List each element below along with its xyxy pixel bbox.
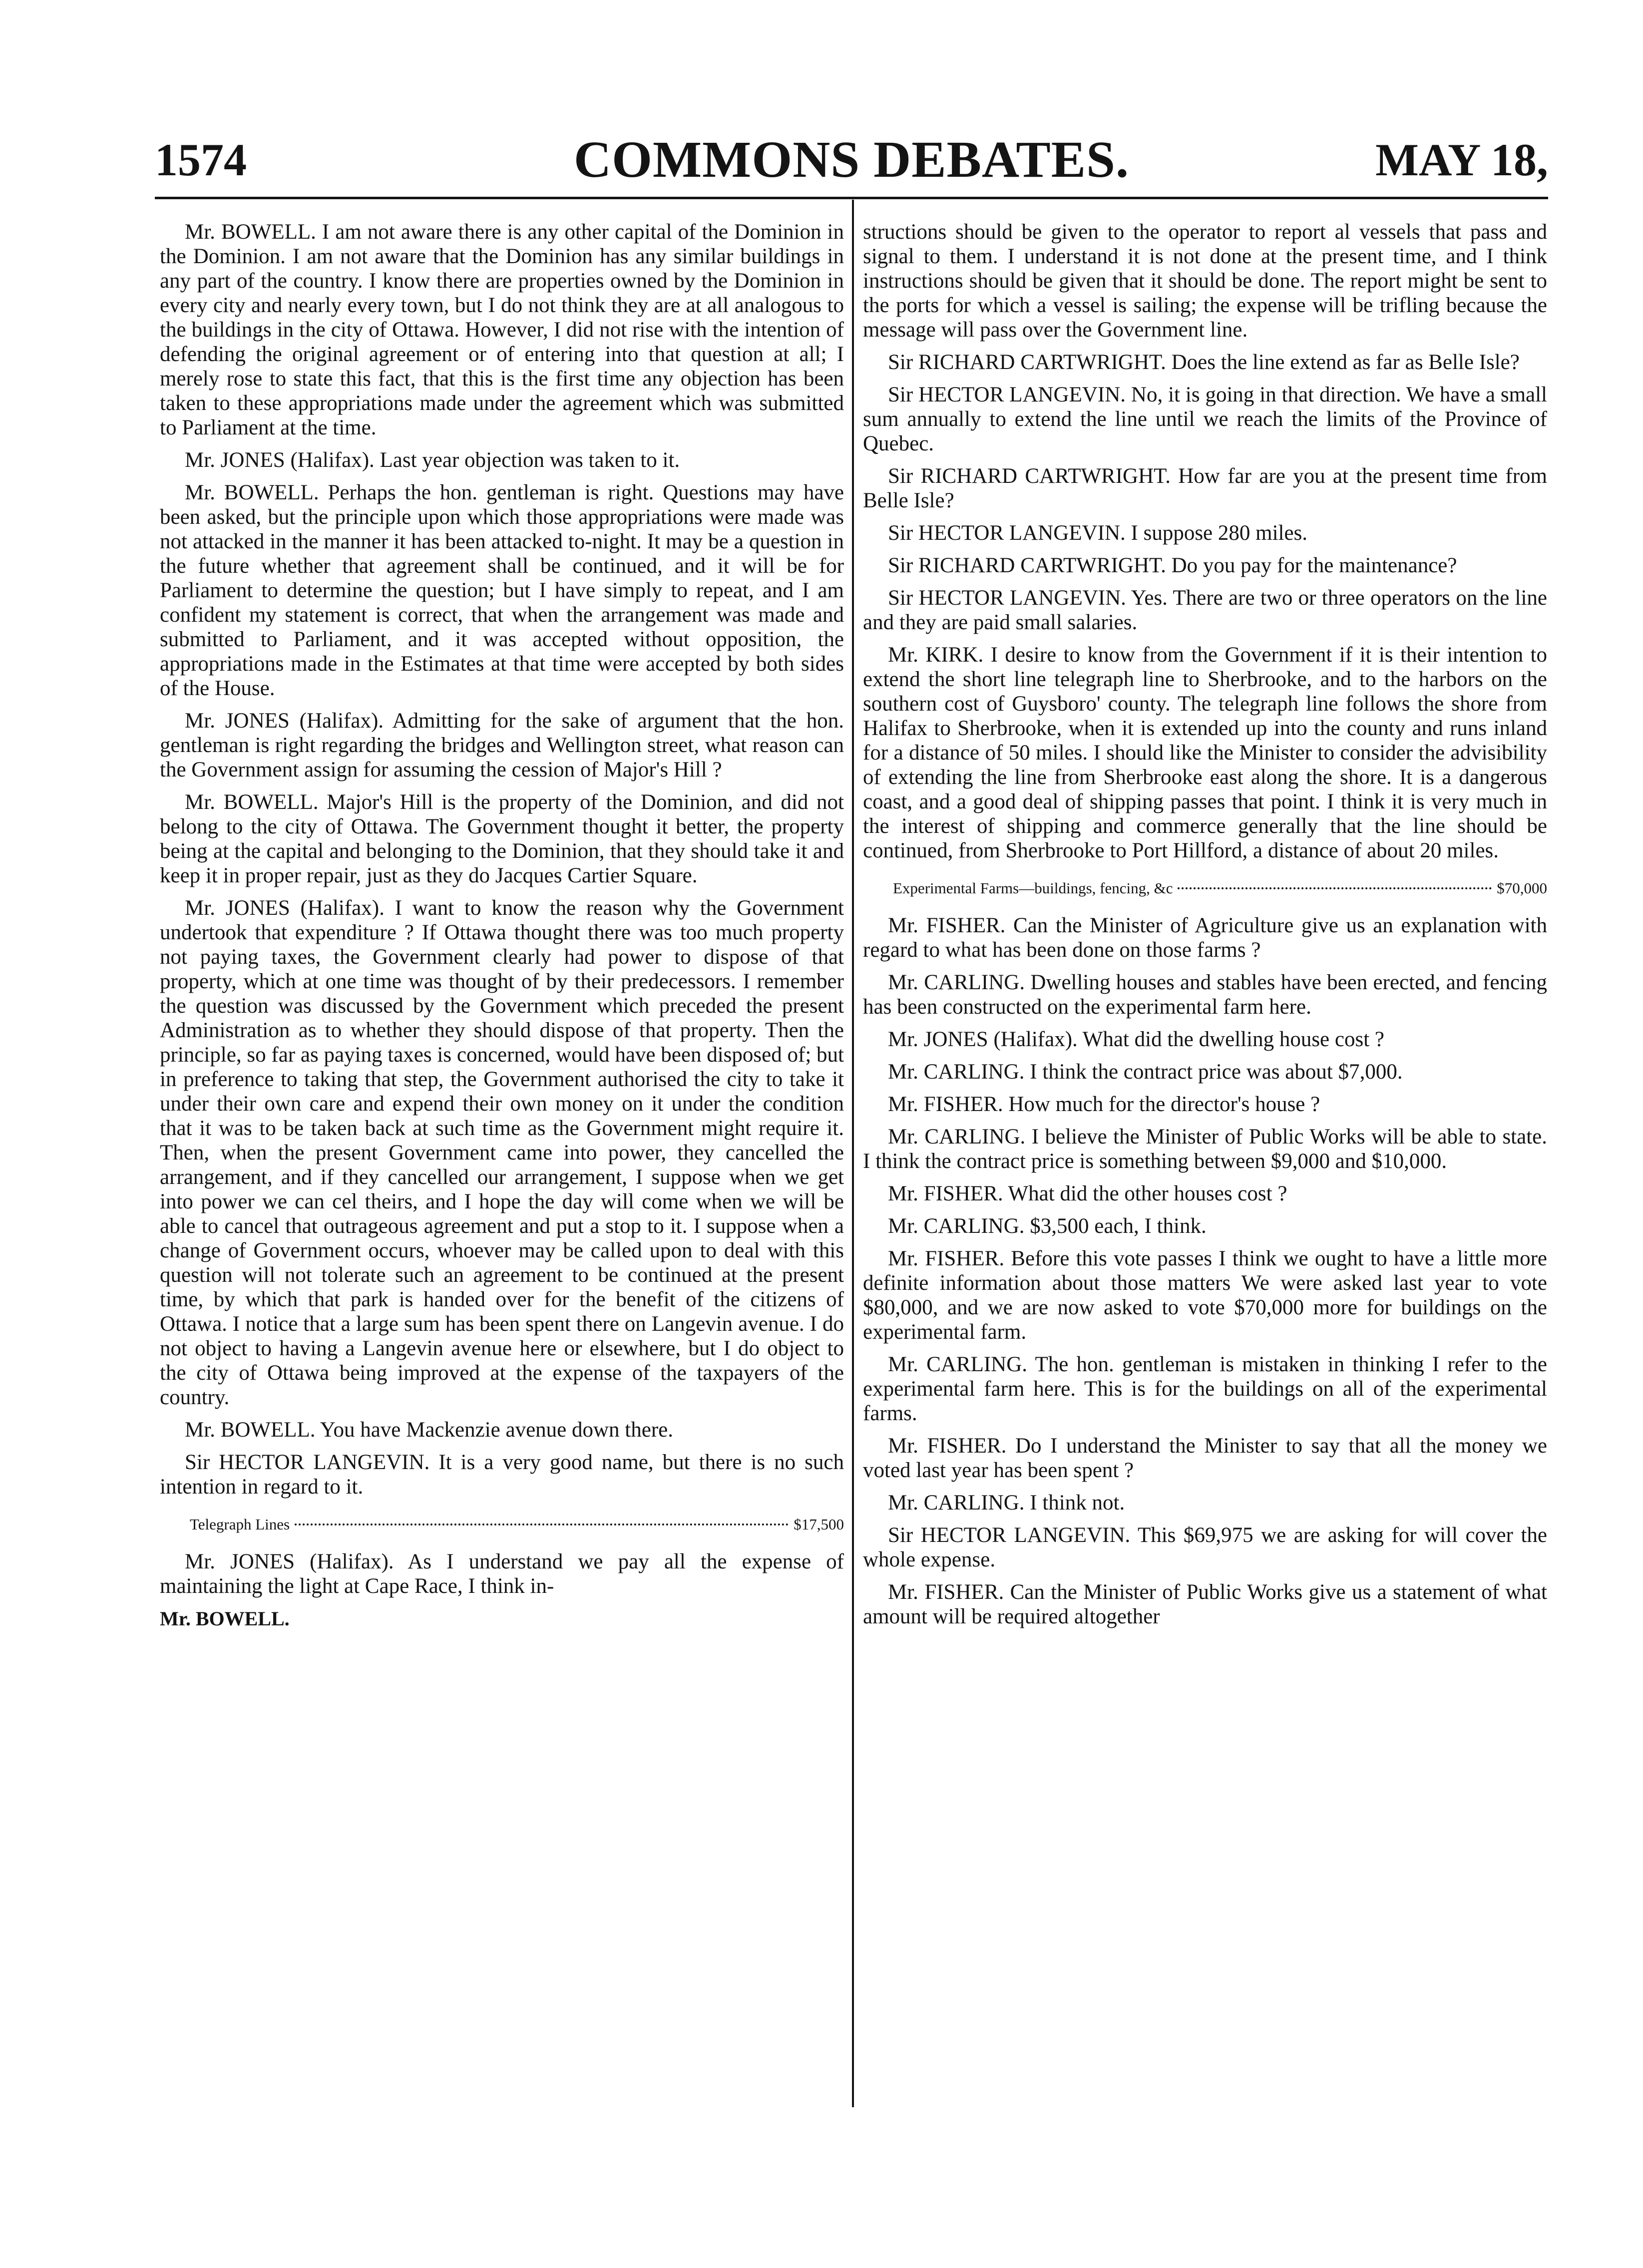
paragraph: Mr. BOWELL. I am not aware there is any other capital of the Dominion in the Dominion. I am not aware that the Dominion has any similar buildings in any part of the country. I know there are properties owned by the Dominion in every city and nearly every town, but I do not think they are at all analogous to the buildings in the city of Ottawa. However, I did not rise with the intention of defending the original agreement or of entering into that question at all; I merely rose to state this fact, that this is the first time any objection has been taken to these appropriations made under the agreement which was submitted to Parliament at the time. xyxy=(160,220,844,439)
vote-item-telegraph xyxy=(160,1512,844,1536)
header-rule xyxy=(155,197,1548,199)
paragraph: Mr. FISHER. Before this vote passes I think we ought to have a little more definite information about those matters We were asked last year to vote $80,000, and we are now asked to vote $70,000 more for buildings on the experimental farm. xyxy=(863,1247,1547,1344)
paragraph: structions should be given to the operator to report al vessels that pass and signal to them. I understand it is not done at the present time, and I think instructions should be given that it should be done. The report might be sent to the ports for which a vessel is sailing; the expense will be trifling because the message will pass over the Government line. xyxy=(863,220,1547,342)
paragraph: Sir HECTOR LANGEVIN. Yes. There are two or three operators on the line and they are paid small salaries. xyxy=(863,586,1547,634)
vote-item-farms xyxy=(863,876,1547,900)
footer-name: Mr. BOWELL. xyxy=(160,1607,290,1630)
paragraph: Mr. JONES (Halifax). What did the dwelling house cost ? xyxy=(888,1028,1384,1051)
paragraph: Mr. BOWELL. Perhaps the hon. gentleman is right. Questions may have been asked, but the principle upon which those appropriations were made was not attacked in the manner it has been attacked to-night. It may be a question in the future whether that agreement shall be continued, and it will be for Parliament to determine the question; but I have simply to repeat, and I am confident my statement is correct, that when the arrangement was made and submitted to Parliament, and it was accepted without opposition, the appropriations made in the Estimates at that time were accepted by both sides of the House. xyxy=(160,481,844,700)
paragraph: Mr. BOWELL. You have Mackenzie avenue down there. xyxy=(185,1418,673,1442)
left-column xyxy=(160,220,844,2132)
paragraph: Mr. JONES (Halifax). Last year objection was taken to it. xyxy=(185,448,680,472)
paragraph: Sir RICHARD CARTWRIGHT. How far are you at the present time from Belle Isle? xyxy=(863,464,1547,512)
page-date: MAY 18, xyxy=(1375,134,1548,185)
vote-label: Telegraph Lines xyxy=(190,1515,290,1533)
paragraph: Sir HECTOR LANGEVIN. No, it is going in that direction. We have a small sum annually to extend the line until we reach the limits of the Province of Quebec. xyxy=(863,383,1547,455)
paragraph: Mr. FISHER. Can the Minister of Agriculture give us an explanation with regard to what has been done on those farms ? xyxy=(863,914,1547,962)
vote-amount: $70,000 xyxy=(1497,879,1547,897)
paragraph: Mr. FISHER. Can the Minister of Public Works give us a statement of what amount will be required altogether xyxy=(863,1580,1547,1628)
column-divider xyxy=(852,200,854,2107)
page-number: 1574 xyxy=(155,134,247,185)
paragraph: Sir RICHARD CARTWRIGHT. Does the line extend as far as Belle Isle? xyxy=(888,351,1520,374)
paragraph: Sir HECTOR LANGEVIN. This $69,975 we are asking for will cover the whole expense. xyxy=(863,1523,1547,1571)
paragraph: Mr. CARLING. Dwelling houses and stables have been erected, and fencing has been constructed on the experimental farm here. xyxy=(863,971,1547,1019)
paragraph: Mr. FISHER. Do I understand the Minister to say that all the money we voted last year has been spent ? xyxy=(863,1434,1547,1482)
paragraph: Mr. KIRK. I desire to know from the Government if it is their intention to extend the short line telegraph line to Sherbrooke, and to the harbors on the southern cost of Guysboro' county. The telegraph line follows the shore from Halifax to Sherbrooke, when it is extended up into the county and runs inland for a distance of 50 miles. I should like the Minister to consider the advisibility of extending the line from Sherbrooke east along the shore. It is a dangerous coast, and a good deal of shipping passes that point. I think it is very much in the interest of shipping and commerce generally that the line should be continued, from Sherbrooke to Port Hillford, a distance of about 20 miles. xyxy=(863,643,1547,862)
vote-amount: $17,500 xyxy=(794,1515,844,1533)
paragraph: Mr. FISHER. How much for the director's house ? xyxy=(888,1093,1320,1116)
paragraph: Mr. CARLING. I believe the Minister of Public Works will be able to state. I think the contract price is something between $9,000 and $10,000. xyxy=(863,1125,1547,1173)
paragraph: Mr. FISHER. What did the other houses cost ? xyxy=(888,1182,1287,1205)
paragraph: Sir RICHARD CARTWRIGHT. Do you pay for the maintenance? xyxy=(888,554,1457,577)
paragraph: Mr. JONES (Halifax). I want to know the reason why the Government undertook that expenditure ? If Ottawa thought there was too much property not paying taxes, the Government clearly had power to dispose of that property, which at one time was thought of by their predecessors. I remember the question was discussed by the Government which preceded the present Administration as to whether they should dispose of that property. Then the principle, so far as paying taxes is concerned, would have been disposed of; but in preference to taking that step, the Government authorised the city to take it under their own care and expend their own money on it under the condition that it was to be taken back at such time as the Government might require it. Then, when the present Government came into power, they cancelled the arrangement, and if they cancelled our arrangement, I suppose when we get into power we can cel theirs, and I hope the day will come when we will be able to cancel that outrageous agreement and put a stop to it. I suppose when a change of Government occurs, whoever may be called upon to deal with this question will not tolerate such an agreement to be continued at the present time, by which that park is handed over for the benefit of the citizens of Ottawa. I notice that a large sum has been spent there on Langevin avenue. I do not object to having a Langevin avenue here or elsewhere, but I do object to the city of Ottawa being improved at the expense of the taxpayers of the country. xyxy=(160,896,844,1409)
paragraph: Mr. CARLING. I think the contract price was about $7,000. xyxy=(888,1060,1403,1084)
right-column xyxy=(863,220,1547,2132)
dot-leader xyxy=(295,1523,789,1525)
paragraph: Mr. CARLING. $3,500 each, I think. xyxy=(888,1214,1207,1238)
paragraph: Mr. JONES (Halifax). As I understand we pay all the expense of maintaining the light at Cape Race, I think in- xyxy=(160,1550,844,1598)
paragraph: Sir HECTOR LANGEVIN. I suppose 280 miles. xyxy=(888,521,1308,545)
paragraph: Mr. CARLING. The hon. gentleman is mistaken in thinking I refer to the experimental farm here. This is for the buildings on all of the experimental farms. xyxy=(863,1353,1547,1425)
paragraph: Mr. JONES (Halifax). Admitting for the sake of argument that the hon. gentleman is right regarding the bridges and Wellington street, what reason can the Government assign for assuming the cession of Major's Hill ? xyxy=(160,709,844,781)
page-header xyxy=(155,130,1548,190)
paragraph: Sir HECTOR LANGEVIN. It is a very good name, but there is no such intention in regard to it. xyxy=(160,1451,844,1499)
vote-label: Experimental Farms—buildings, fencing, &c xyxy=(893,879,1173,897)
page-title: COMMONS DEBATES. xyxy=(574,131,1129,188)
paragraph: Mr. CARLING. I think not. xyxy=(888,1491,1125,1514)
dot-leader xyxy=(1178,887,1492,889)
paragraph: Mr. BOWELL. Major's Hill is the property of the Dominion, and did not belong to the city of Ottawa. The Government thought it better, the property being at the capital and belonging to the Dominion, that they should take it and keep it in proper repair, just as they do Jacques Cartier Square. xyxy=(160,790,844,887)
